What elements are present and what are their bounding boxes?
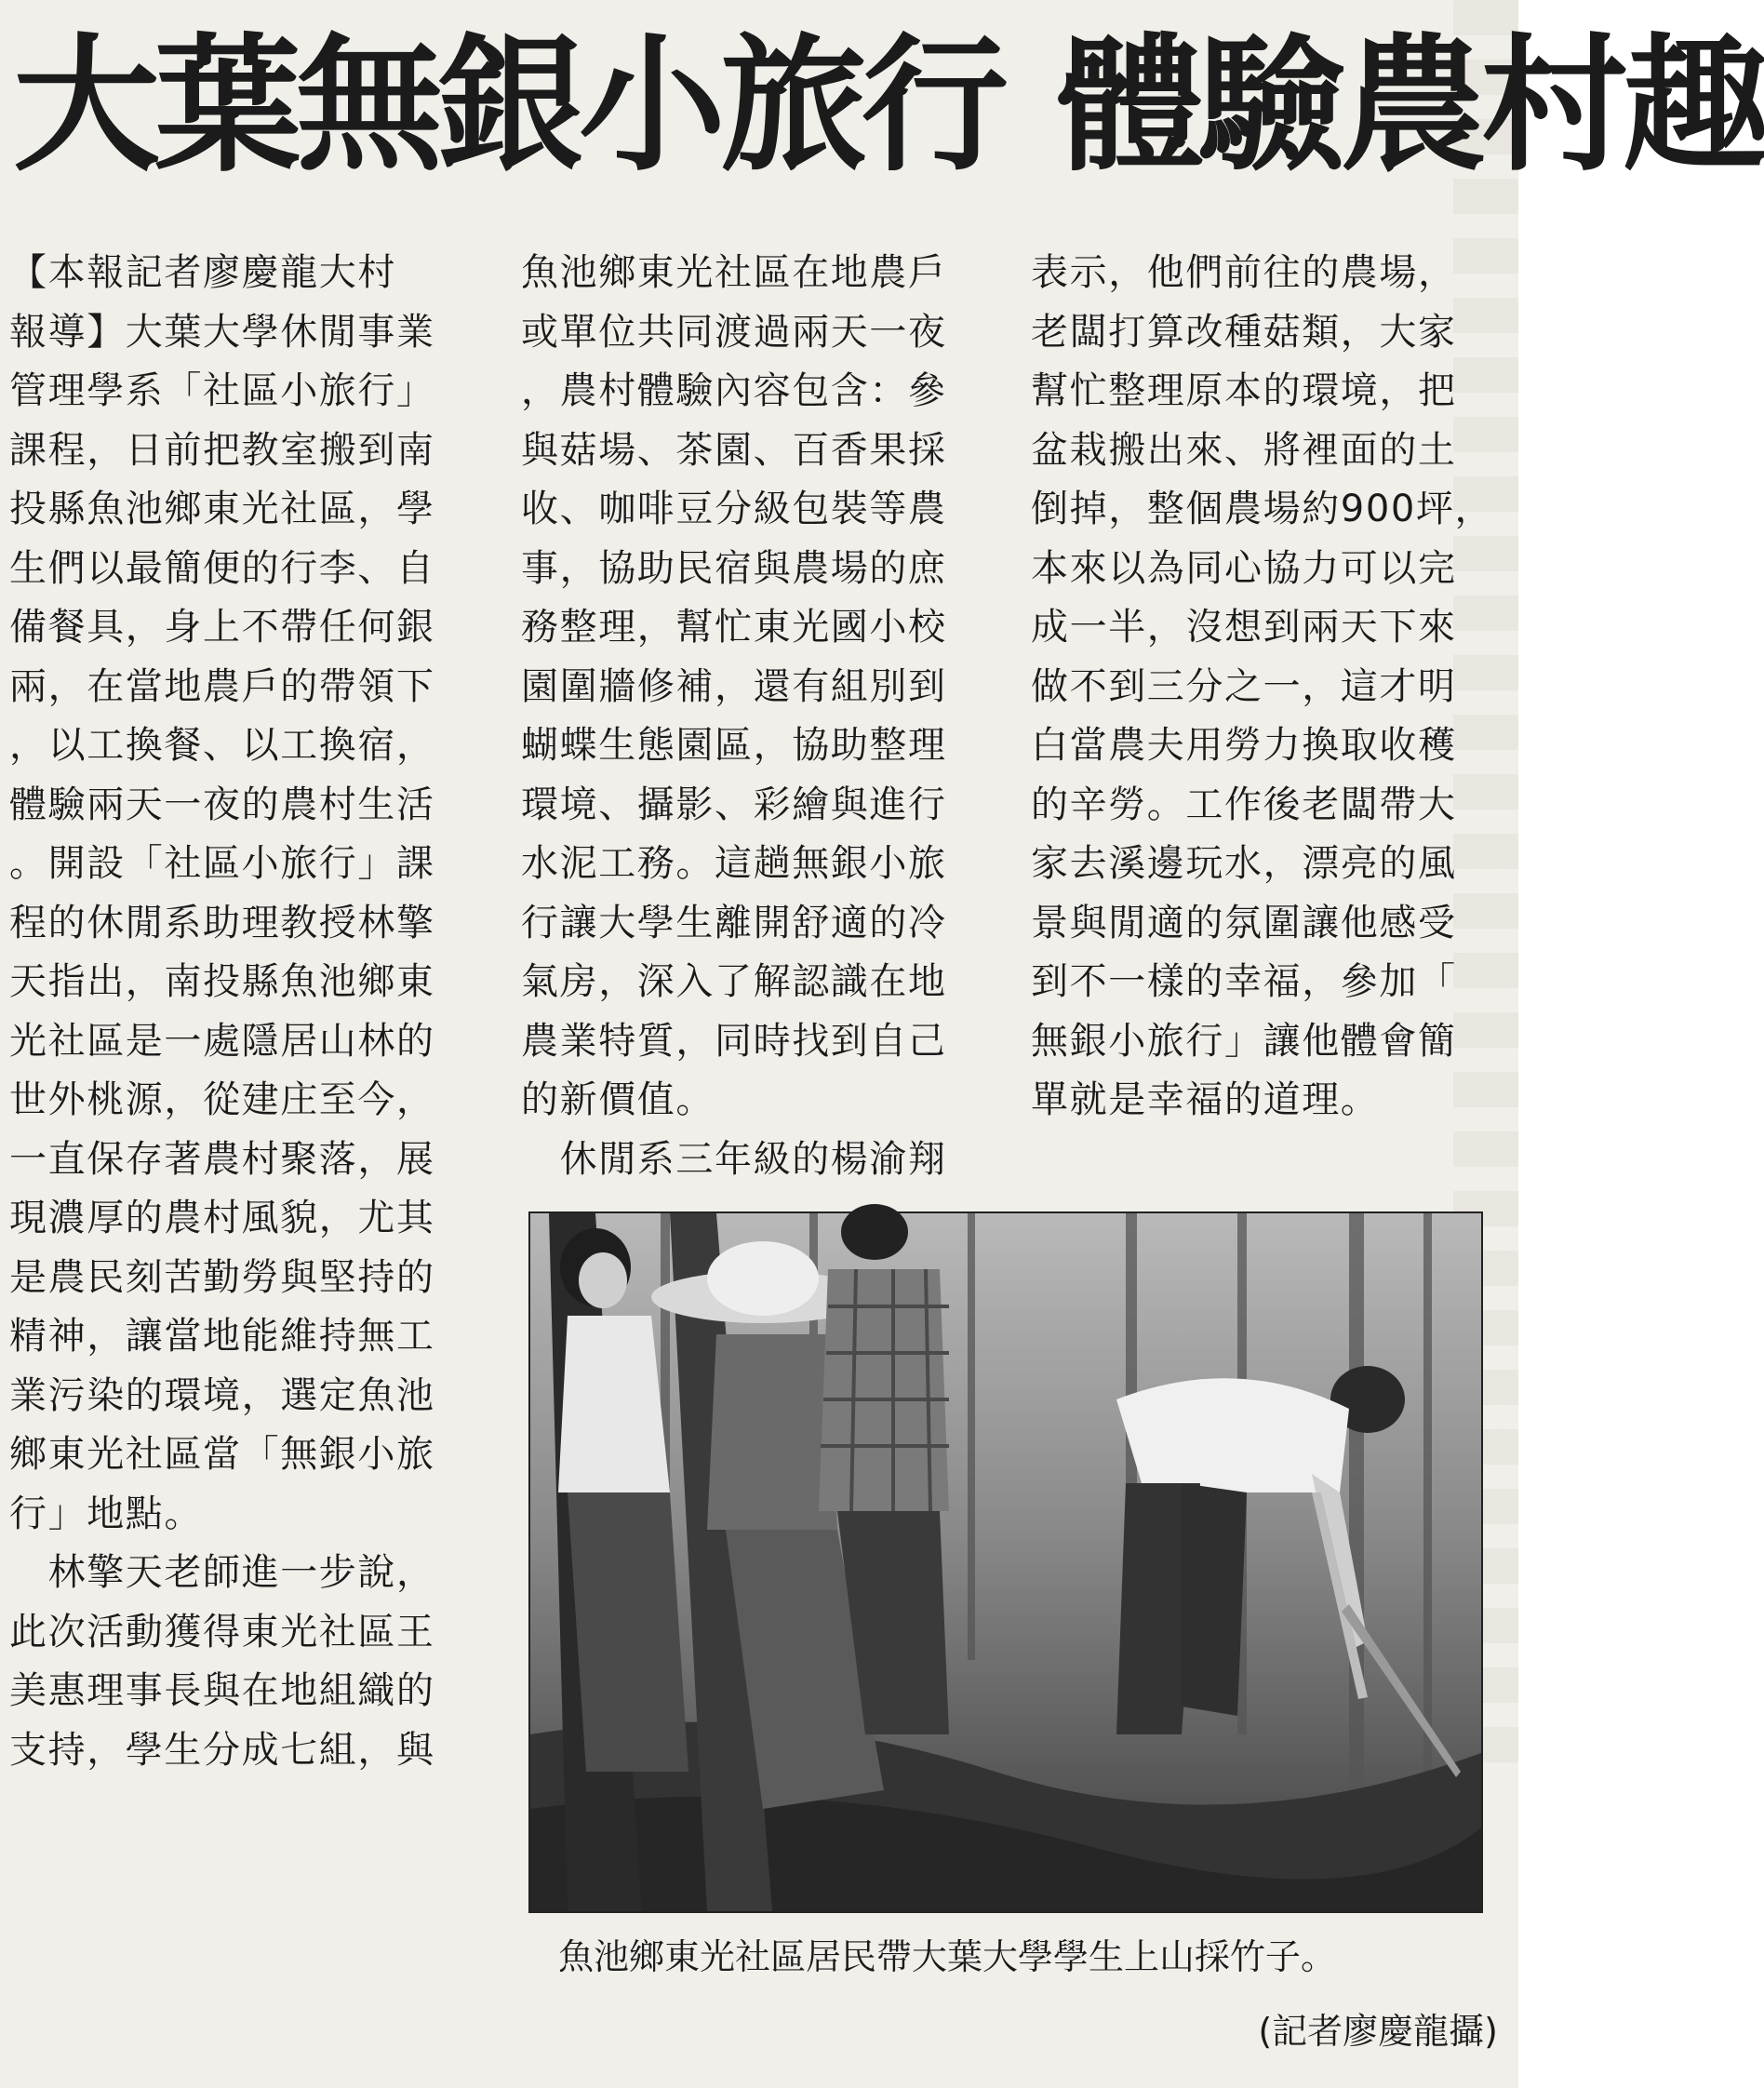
article-line: 備餐具，身上不帶任何銀 <box>9 606 435 649</box>
article-line: 做不到三分之一，這才明 <box>1031 664 1457 708</box>
article-line: 精神，讓當地能維持無工 <box>9 1315 435 1358</box>
article-line: 的新價值。 <box>521 1078 715 1121</box>
article-line: 【本報記者廖慶龍大村 <box>9 251 396 294</box>
article-line: 環境、攝影、彩繪與進行 <box>521 783 947 826</box>
bamboo-forest-photo <box>530 1213 1481 1911</box>
article-line: 行讓大學生離開舒適的冷 <box>521 901 947 944</box>
headline <box>13 4 1764 208</box>
article-line: 蝴蝶生態園區，協助整理 <box>521 724 947 767</box>
article-line: 管理學系「社區小旅行」 <box>9 369 435 412</box>
article-line: 投縣魚池鄉東光社區，學 <box>9 488 435 530</box>
article-line: 事，協助民宿與農場的庶 <box>521 546 947 590</box>
article-column-2 <box>521 244 986 1189</box>
article-line: 體驗兩天一夜的農村生活 <box>9 783 435 826</box>
article-column-3 <box>1031 244 1496 1131</box>
article-line: 老闆打算改種菇類，大家 <box>1031 310 1457 354</box>
article-line: ，農村體驗內容包含：參 <box>521 369 947 412</box>
article-line: 課程，日前把教室搬到南 <box>9 428 435 472</box>
article-line: 務整理，幫忙東光國小校 <box>521 606 947 649</box>
article-line: 生們以最簡便的行李、自 <box>9 546 435 590</box>
article-line: 報導】大葉大學休閒事業 <box>9 310 435 354</box>
article-line: 光社區是一處隱居山林的 <box>9 1019 435 1063</box>
article-line: 或單位共同渡過兩天一夜 <box>521 310 947 354</box>
article-line: 景與閒適的氛圍讓他感受 <box>1031 901 1457 944</box>
headline-part-1: 大葉無銀小旅行 <box>13 20 1003 192</box>
article-line: 倒掉，整個農場約900坪， <box>1031 488 1494 530</box>
news-photo <box>528 1211 1483 1913</box>
article-line: 休閒系三年級的楊渝翔 <box>521 1137 947 1181</box>
article-line: 魚池鄉東光社區在地農戶 <box>521 251 947 294</box>
article-line: 現濃厚的農村風貌，尤其 <box>9 1197 435 1239</box>
article-line: 白當農夫用勞力換取收穫 <box>1031 724 1457 767</box>
article-line: 世外桃源，從建庄至今， <box>9 1078 435 1121</box>
article-line: 成一半，沒想到兩天下來 <box>1031 606 1457 649</box>
article-line: 美惠理事長與在地組織的 <box>9 1669 435 1712</box>
article-line: 業污染的環境，選定魚池 <box>9 1373 435 1417</box>
article-line: 氣房，深入了解認識在地 <box>521 960 947 1003</box>
article-line: ，以工換餐、以工換宿， <box>9 724 435 767</box>
article-line: 家去溪邊玩水，漂亮的風 <box>1031 842 1457 885</box>
article-line: 本來以為同心協力可以完 <box>1031 546 1457 590</box>
article-line: 到不一樣的幸福，參加「 <box>1031 960 1457 1003</box>
article-column-1 <box>9 244 484 1780</box>
article-line: 水泥工務。這趟無銀小旅 <box>521 842 947 885</box>
article-line: 是農民刻苦勤勞與堅持的 <box>9 1255 435 1299</box>
photo-credit: (記者廖慶龍攝) <box>1258 2011 1498 2052</box>
article-line: 表示，他們前往的農場， <box>1031 251 1457 294</box>
article-line: 鄉東光社區當「無銀小旅 <box>9 1433 435 1476</box>
article-line: 兩，在當地農戶的帶領下 <box>9 664 435 708</box>
article-line: 收、咖啡豆分級包裝等農 <box>521 488 947 530</box>
article-line: 與菇場、茶園、百香果採 <box>521 428 947 472</box>
article-line: 無銀小旅行」讓他體會簡 <box>1031 1019 1457 1063</box>
article-line: 林擎天老師進一步說， <box>9 1551 435 1594</box>
headline-part-2: 體驗農村趣 <box>1057 20 1764 192</box>
article-line: 一直保存著農村聚落，展 <box>9 1137 435 1181</box>
article-line: 行」地點。 <box>9 1492 203 1535</box>
article-line: 程的休閒系助理教授林擎 <box>9 901 435 944</box>
article-line: 幫忙整理原本的環境，把 <box>1031 369 1457 412</box>
article-line: 。開設「社區小旅行」課 <box>9 842 435 885</box>
article-line: 此次活動獲得東光社區王 <box>9 1610 435 1653</box>
article-line: 的辛勞。工作後老闆帶大 <box>1031 783 1457 826</box>
article-line: 天指出，南投縣魚池鄉東 <box>9 960 435 1003</box>
article-line: 單就是幸福的道理。 <box>1031 1078 1380 1121</box>
photo-caption: 魚池鄉東光社區居民帶大葉大學學生上山採竹子。 <box>558 1936 1337 1977</box>
article-line: 園圍牆修補，還有組別到 <box>521 664 947 708</box>
article-line: 農業特質，同時找到自己 <box>521 1019 947 1063</box>
article-line: 支持，學生分成七組，與 <box>9 1728 435 1772</box>
article-line: 盆栽搬出來、將裡面的土 <box>1031 428 1457 472</box>
